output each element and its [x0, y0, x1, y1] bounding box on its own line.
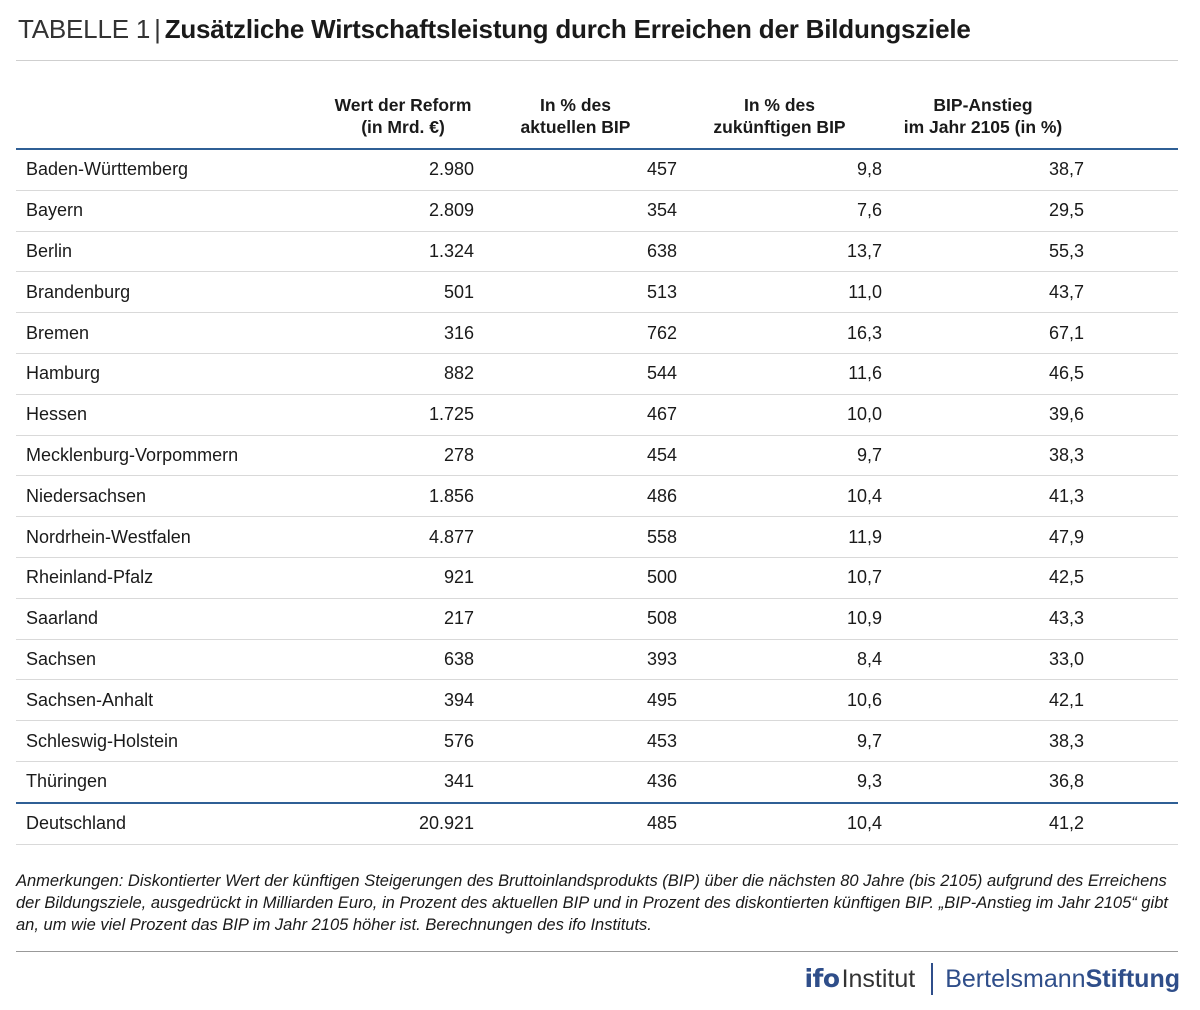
cell-anstieg: 67,1: [882, 313, 1084, 354]
cell-zukuenftig: 10,7: [677, 557, 882, 598]
cell-zukuenftig: 10,4: [677, 476, 882, 517]
row-pad: [1084, 231, 1178, 272]
cell-wert: 2.980: [332, 149, 474, 190]
data-table: [16, 90, 1178, 845]
cell-name: Thüringen: [16, 761, 332, 802]
cell-wert: 2.809: [332, 190, 474, 231]
ifo-mark: ifo: [804, 964, 840, 993]
cell-aktuell: 436: [474, 761, 677, 802]
col-header-line: In % des: [540, 95, 611, 115]
col-header-anstieg: [882, 90, 1084, 149]
cell-wert: 1.324: [332, 231, 474, 272]
row-pad: [1084, 476, 1178, 517]
table-row: [16, 476, 1178, 517]
table-row: [16, 190, 1178, 231]
row-pad: [1084, 598, 1178, 639]
total-anstieg: 41,2: [882, 803, 1084, 845]
cell-anstieg: 42,1: [882, 680, 1084, 721]
cell-wert: 316: [332, 313, 474, 354]
col-header-line: Wert der Reform: [334, 95, 472, 115]
cell-name: Sachsen: [16, 639, 332, 680]
cell-anstieg: 29,5: [882, 190, 1084, 231]
col-header-line: BIP-Anstieg: [933, 95, 1033, 115]
cell-name: Baden-Württemberg: [16, 149, 332, 190]
row-pad: [1084, 721, 1178, 762]
cell-zukuenftig: 11,0: [677, 272, 882, 313]
row-pad: [1084, 353, 1178, 394]
cell-aktuell: 500: [474, 557, 677, 598]
footnote: Anmerkungen: Diskontierter Wert der künftigen Steigerungen des Bruttoinlandsprodukts (BIP) über die nächsten 80 Jahre (bis 2105) aufgrund des Erreichens der Bildungsziele, ausgedrückt in Milliarden Euro, in Prozent des aktuellen BIP und in Prozent des diskontierten künftigen BIP. „BIP-Anstieg im Jahr 2105“ gibt an, um wie viel Prozent das BIP im Jahr 2105 höher ist. Berechnungen des ifo Instituts.: [16, 872, 1168, 934]
table-row: [16, 435, 1178, 476]
row-pad: [1084, 761, 1178, 802]
row-pad: [1084, 517, 1178, 558]
cell-zukuenftig: 9,8: [677, 149, 882, 190]
cell-name: Mecklenburg-Vorpommern: [16, 435, 332, 476]
table-row: [16, 721, 1178, 762]
col-header-line: im Jahr 2105 (in %): [903, 117, 1063, 137]
bottom-divider: [16, 951, 1178, 952]
cell-anstieg: 43,3: [882, 598, 1084, 639]
cell-aktuell: 544: [474, 353, 677, 394]
col-header-line: (in Mrd. €): [361, 117, 445, 137]
total-wert: 20.921: [332, 803, 474, 845]
cell-anstieg: 55,3: [882, 231, 1084, 272]
cell-aktuell: 638: [474, 231, 677, 272]
table-row: [16, 394, 1178, 435]
table-row: [16, 149, 1178, 190]
cell-wert: 921: [332, 557, 474, 598]
cell-name: Saarland: [16, 598, 332, 639]
cell-wert: 882: [332, 353, 474, 394]
top-divider: [16, 60, 1178, 61]
col-header-line: In % des: [744, 95, 815, 115]
cell-name: Hessen: [16, 394, 332, 435]
row-pad: [1084, 149, 1178, 190]
table-row: [16, 231, 1178, 272]
cell-zukuenftig: 11,6: [677, 353, 882, 394]
ifo-logo: [804, 964, 915, 994]
table-row: [16, 517, 1178, 558]
cell-wert: 4.877: [332, 517, 474, 558]
cell-wert: 638: [332, 639, 474, 680]
cell-anstieg: 39,6: [882, 394, 1084, 435]
cell-zukuenftig: 11,9: [677, 517, 882, 558]
logo-separator: [931, 963, 933, 995]
cell-aktuell: 393: [474, 639, 677, 680]
cell-anstieg: 38,3: [882, 435, 1084, 476]
table-row: [16, 313, 1178, 354]
cell-wert: 341: [332, 761, 474, 802]
cell-aktuell: 762: [474, 313, 677, 354]
cell-anstieg: 46,5: [882, 353, 1084, 394]
page-title: [18, 14, 971, 45]
title-separator: |: [154, 14, 161, 44]
cell-name: Sachsen-Anhalt: [16, 680, 332, 721]
row-pad: [1084, 639, 1178, 680]
cell-anstieg: 42,5: [882, 557, 1084, 598]
cell-zukuenftig: 9,7: [677, 721, 882, 762]
cell-aktuell: 454: [474, 435, 677, 476]
cell-name: Rheinland-Pfalz: [16, 557, 332, 598]
cell-aktuell: 486: [474, 476, 677, 517]
cell-aktuell: 453: [474, 721, 677, 762]
cell-aktuell: 457: [474, 149, 677, 190]
col-header-aktuell: [474, 90, 677, 149]
total-zukuenftig: 10,4: [677, 803, 882, 845]
logo-bar: [804, 962, 1180, 996]
row-pad: [1084, 803, 1178, 845]
cell-name: Brandenburg: [16, 272, 332, 313]
row-pad: [1084, 557, 1178, 598]
cell-zukuenftig: 10,6: [677, 680, 882, 721]
cell-zukuenftig: 8,4: [677, 639, 882, 680]
cell-name: Bremen: [16, 313, 332, 354]
bertelsmann-word: Bertelsmann: [945, 964, 1086, 993]
table-row: [16, 272, 1178, 313]
cell-aktuell: 354: [474, 190, 677, 231]
cell-zukuenftig: 7,6: [677, 190, 882, 231]
cell-name: Nordrhein-Westfalen: [16, 517, 332, 558]
cell-wert: 217: [332, 598, 474, 639]
total-name: Deutschland: [16, 803, 332, 845]
col-header-line: aktuellen BIP: [520, 117, 631, 137]
cell-wert: 1.725: [332, 394, 474, 435]
header-pad: [1084, 90, 1178, 149]
col-header-line: zukünftigen BIP: [713, 117, 846, 137]
cell-anstieg: 43,7: [882, 272, 1084, 313]
cell-wert: 1.856: [332, 476, 474, 517]
total-aktuell: 485: [474, 803, 677, 845]
col-header-zukuenftig: [677, 90, 882, 149]
table-body: [16, 149, 1178, 803]
ifo-word: Institut: [841, 965, 916, 993]
cell-anstieg: 33,0: [882, 639, 1084, 680]
table-row: [16, 557, 1178, 598]
cell-aktuell: 508: [474, 598, 677, 639]
table-row: [16, 761, 1178, 802]
cell-anstieg: 38,7: [882, 149, 1084, 190]
cell-zukuenftig: 10,0: [677, 394, 882, 435]
cell-aktuell: 558: [474, 517, 677, 558]
row-pad: [1084, 394, 1178, 435]
header-empty: [16, 90, 332, 149]
cell-wert: 394: [332, 680, 474, 721]
cell-zukuenftig: 13,7: [677, 231, 882, 272]
cell-wert: 501: [332, 272, 474, 313]
cell-name: Niedersachsen: [16, 476, 332, 517]
table-number: TABELLE 1: [18, 14, 151, 44]
bertelsmann-logo: [945, 965, 1180, 994]
cell-name: Bayern: [16, 190, 332, 231]
total-row: [16, 803, 1178, 845]
cell-anstieg: 38,3: [882, 721, 1084, 762]
row-pad: [1084, 313, 1178, 354]
row-pad: [1084, 435, 1178, 476]
cell-zukuenftig: 9,7: [677, 435, 882, 476]
cell-zukuenftig: 9,3: [677, 761, 882, 802]
cell-name: Schleswig-Holstein: [16, 721, 332, 762]
table-title: Zusätzliche Wirtschaftsleistung durch Erreichen der Bildungsziele: [164, 14, 971, 44]
cell-aktuell: 495: [474, 680, 677, 721]
row-pad: [1084, 680, 1178, 721]
cell-wert: 278: [332, 435, 474, 476]
cell-zukuenftig: 10,9: [677, 598, 882, 639]
cell-anstieg: 41,3: [882, 476, 1084, 517]
cell-anstieg: 36,8: [882, 761, 1084, 802]
cell-zukuenftig: 16,3: [677, 313, 882, 354]
cell-anstieg: 47,9: [882, 517, 1084, 558]
cell-aktuell: 467: [474, 394, 677, 435]
cell-wert: 576: [332, 721, 474, 762]
table-row: [16, 353, 1178, 394]
table-row: [16, 639, 1178, 680]
cell-aktuell: 513: [474, 272, 677, 313]
stiftung-word: Stiftung: [1085, 964, 1180, 993]
row-pad: [1084, 190, 1178, 231]
table-row: [16, 680, 1178, 721]
table-header-row: [16, 90, 1178, 149]
cell-name: Hamburg: [16, 353, 332, 394]
table-row: [16, 598, 1178, 639]
cell-name: Berlin: [16, 231, 332, 272]
col-header-wert: [332, 90, 474, 149]
row-pad: [1084, 272, 1178, 313]
